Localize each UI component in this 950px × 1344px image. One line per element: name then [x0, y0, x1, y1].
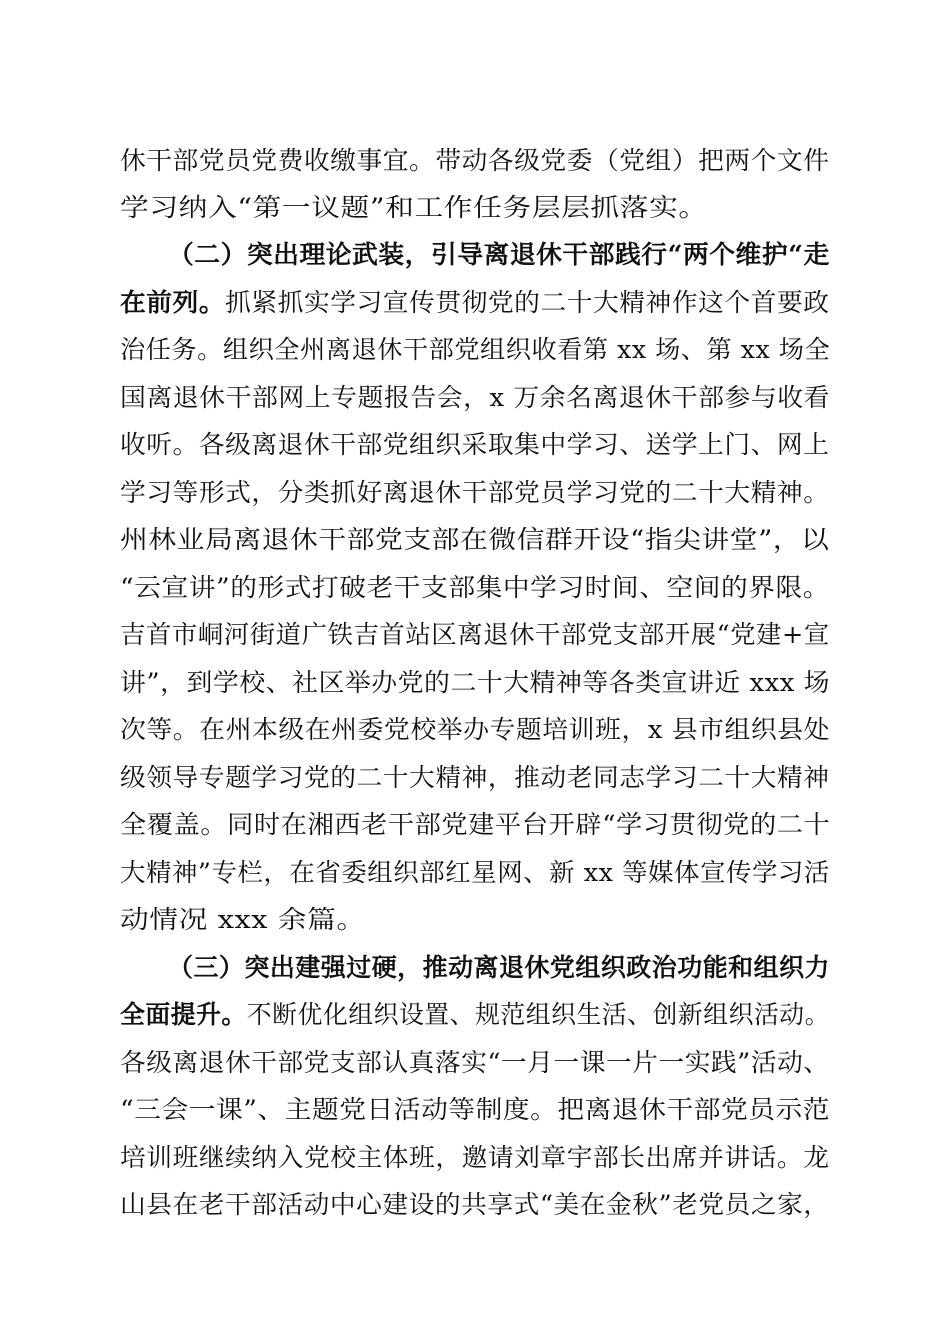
paragraph-line: 休干部党员党费收缴事宜。带动各级党委（党组）把两个文件 [120, 146, 830, 175]
paragraph-line: 山县在老干部活动中心建设的共享式“美在金秋”老党员之家， [120, 1190, 830, 1219]
paragraph-line: 各级离退休干部党支部认真落实“一月一课一片一实践”活动、 [120, 1048, 830, 1077]
paragraph-line: 吉首市峒河街道广铁吉首站区离退休干部党支部开展“党建+宣 [120, 620, 830, 649]
paragraph-line: 在前列。抓紧抓实学习宣传贯彻党的二十大精神作这个首要政 [120, 288, 830, 317]
paragraph-line: 动情况 xxx 余篇。 [120, 905, 366, 934]
paragraph-line: 培训班继续纳入党校主体班，邀请刘章宇部长出席并讲话。龙 [120, 1143, 830, 1172]
paragraph-line: 大精神”专栏，在省委组织部红星网、新 xx 等媒体宣传学习活 [120, 858, 830, 887]
paragraph-line: 州林业局离退休干部党支部在微信群开设“指尖讲堂”，以 [120, 525, 830, 554]
paragraph-line: 收听。各级离退休干部党组织采取集中学习、送学上门、网上 [120, 430, 830, 459]
paragraph-line: “云宣讲”的形式打破老干支部集中学习时间、空间的界限。 [120, 573, 831, 602]
paragraph-line: 全面提升。不断优化组织设置、规范组织生活、创新组织活动。 [120, 1000, 831, 1029]
paragraph-line: 学习等形式，分类抓好离退休干部党员学习党的二十大精神。 [120, 478, 830, 507]
paragraph-line: 级领导专题学习党的二十大精神，推动老同志学习二十大精神 [120, 763, 830, 792]
paragraph-line: 治任务。组织全州离退休干部党组织收看第 xx 场、第 xx 场全 [120, 335, 831, 364]
paragraph-line: 国离退休干部网上专题报告会，x 万余名离退休干部参与收看 [120, 383, 831, 412]
paragraph-line: 学习纳入“第一议题”和工作任务层层抓落实。 [120, 193, 708, 222]
section-heading-line: （三）突出建强过硬，推动离退休党组织政治功能和组织力 [168, 953, 831, 982]
paragraph-line: 次等。在州本级在州委党校举办专题培训班，x 县市组织县处 [120, 715, 831, 744]
paragraph-line: 讲”，到学校、社区举办党的二十大精神等各类宣讲近 xxx 场 [120, 668, 830, 697]
paragraph-line: 全覆盖。同时在湘西老干部党建平台开辟“学习贯彻党的二十 [120, 810, 831, 839]
section-heading-line: （二）突出理论武装，引导离退休干部践行“两个维护“走 [168, 240, 830, 269]
paragraph-line: “三会一课”、主题党日活动等制度。把离退休干部党员示范 [120, 1095, 831, 1124]
